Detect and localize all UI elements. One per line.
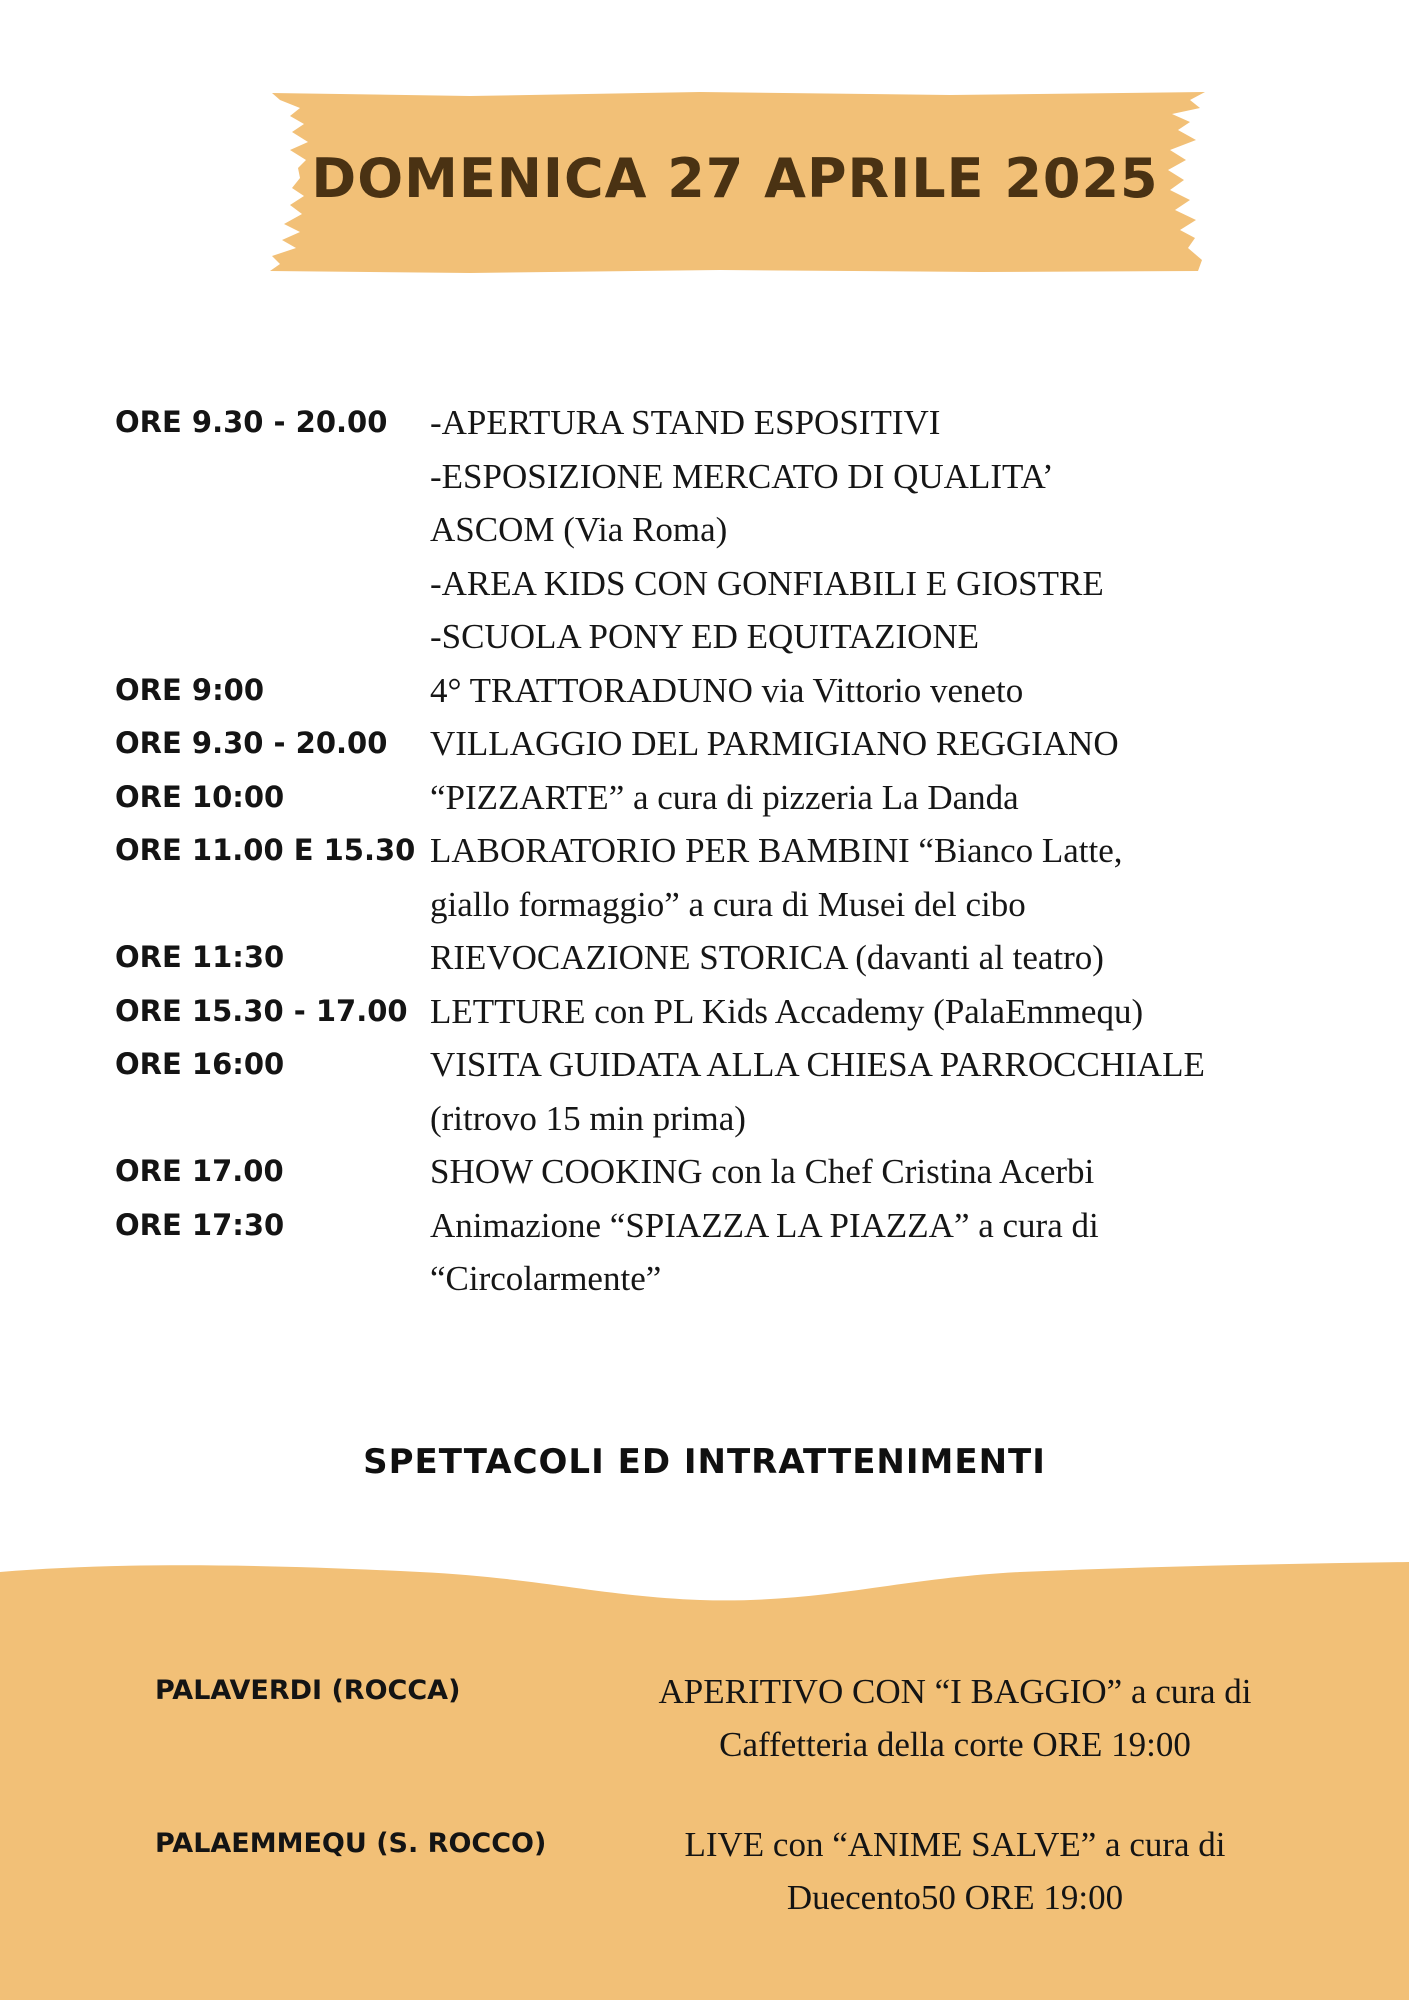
schedule-time: ORE 9:00 (115, 672, 265, 707)
schedule-time: ORE 11.00 E 15.30 (115, 833, 416, 867)
schedule-description (430, 717, 1335, 771)
schedule-description (430, 985, 1335, 1039)
entertainment-panel (0, 1560, 1409, 2000)
schedule-description (430, 824, 1335, 931)
schedule-time: ORE 15.30 - 17.00 (115, 993, 408, 1028)
schedule-line: “Circolarmente” (430, 1259, 662, 1298)
section-title: SPETTACOLI ED INTRATTENIMENTI (363, 1442, 1046, 1482)
schedule-description (430, 1038, 1335, 1145)
schedule-row (115, 1145, 1335, 1199)
schedule-line: SHOW COOKING con la Chef Cristina Acerbi (430, 1152, 1095, 1191)
schedule-line: -AREA KIDS CON GONFIABILI E GIOSTRE (430, 563, 1104, 603)
venue-name: PALAVERDI (ROCCA) (155, 1675, 461, 1706)
schedule-row (115, 931, 1335, 985)
schedule-row (115, 824, 1335, 931)
schedule-description (430, 771, 1335, 825)
schedule-line: giallo formaggio” a cura di Musei del cibo (430, 884, 1026, 924)
schedule-line: -APERTURA STAND ESPOSITIVI (430, 403, 941, 442)
schedule-line: -ESPOSIZIONE MERCATO DI QUALITA’ (430, 456, 1054, 496)
schedule-line: 4° TRATTORADUNO via Vittorio veneto (430, 670, 1024, 710)
schedule-row (115, 717, 1335, 771)
schedule-line: ASCOM (Via Roma) (430, 510, 728, 549)
venue-description (600, 1665, 1310, 1771)
schedule-line: LETTURE con PL Kids Accademy (PalaEmmequ) (430, 991, 1144, 1031)
schedule-time: ORE 17.00 (115, 1154, 284, 1188)
schedule-description (430, 664, 1335, 718)
schedule-time: ORE 11:30 (115, 940, 285, 974)
schedule-row (115, 664, 1335, 718)
schedule-time: ORE 17:30 (115, 1207, 285, 1242)
schedule-line: (ritrovo 15 min prima) (430, 1098, 746, 1138)
schedule-description (430, 1145, 1335, 1199)
schedule-description (430, 931, 1335, 985)
wave-shape (0, 1562, 1409, 2000)
schedule-row (115, 1199, 1335, 1306)
schedule-line: VISITA GUIDATA ALLA CHIESA PARROCCHIALE (430, 1045, 1205, 1084)
schedule-line: RIEVOCAZIONE STORICA (davanti al teatro) (430, 938, 1104, 977)
schedule-row (115, 396, 1335, 664)
schedule-row (115, 985, 1335, 1039)
schedule-description (430, 1199, 1335, 1306)
schedule-time: ORE 16:00 (115, 1047, 285, 1081)
schedule-row (115, 771, 1335, 825)
schedule-time: ORE 9.30 - 20.00 (115, 405, 388, 439)
schedule-row (115, 1038, 1335, 1145)
venue-line: Duecento50 ORE 19:00 (786, 1878, 1124, 1917)
venue-line: Caffetteria della corte ORE 19:00 (719, 1725, 1191, 1764)
schedule-line: LABORATORIO PER BAMBINI “Bianco Latte, (430, 831, 1123, 870)
schedule-line: “PIZZARTE” a cura di pizzeria La Danda (430, 777, 1019, 817)
schedule-description (430, 396, 1335, 664)
venue-line: APERITIVO CON “I BAGGIO” a cura di (658, 1672, 1252, 1711)
schedule-line: -SCUOLA PONY ED EQUITAZIONE (430, 617, 980, 656)
schedule-time: ORE 9.30 - 20.00 (115, 726, 388, 760)
schedule-line: Animazione “SPIAZZA LA PIAZZA” a cura di (430, 1205, 1099, 1245)
venue-name: PALAEMMEQU (S. ROCCO) (155, 1828, 547, 1859)
venue-line: LIVE con “ANIME SALVE” a cura di (684, 1825, 1226, 1864)
schedule-list (115, 396, 1335, 1306)
schedule-time: ORE 10:00 (115, 779, 285, 814)
page-title: DOMENICA 27 APRILE 2025 (311, 146, 1159, 210)
schedule-line: VILLAGGIO DEL PARMIGIANO REGGIANO (430, 724, 1119, 763)
venue-description (600, 1818, 1310, 1924)
